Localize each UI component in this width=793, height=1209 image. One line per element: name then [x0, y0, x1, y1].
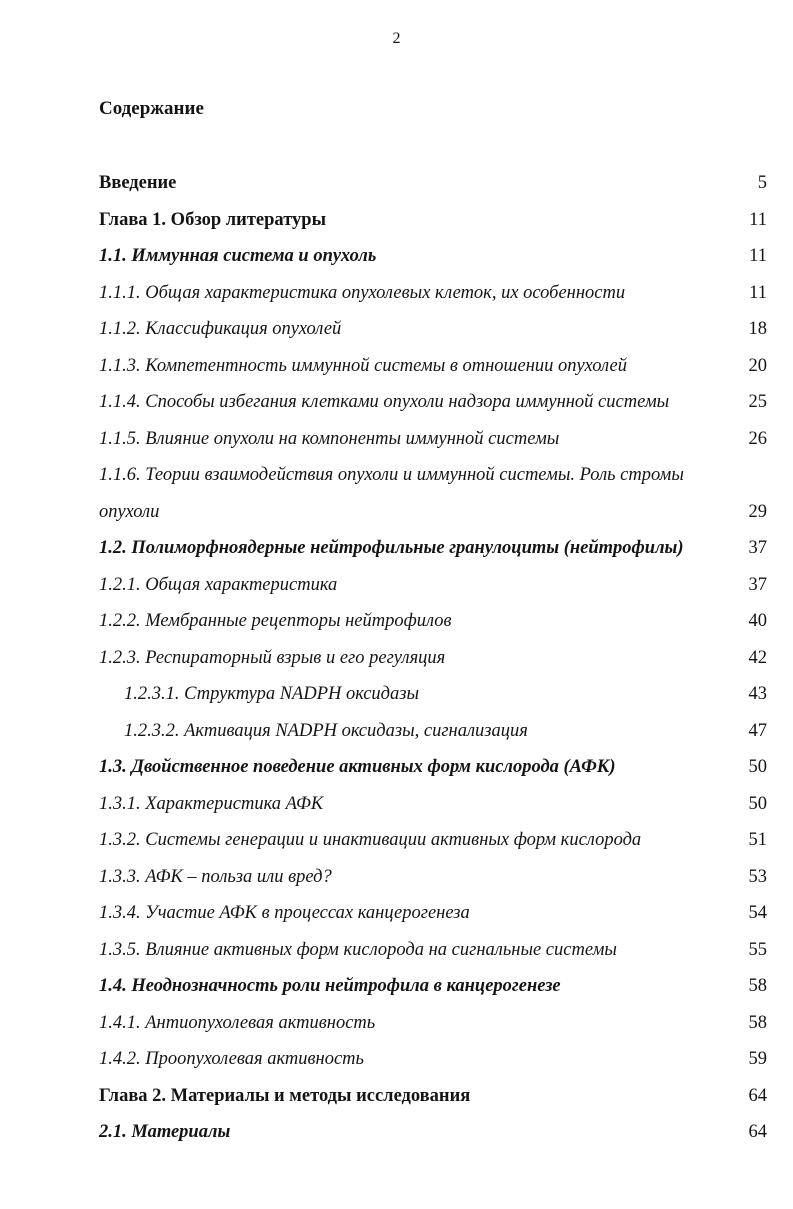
- toc-entry-label: 1.4. Неоднозначность роли нейтрофила в канцерогенезе: [99, 976, 561, 996]
- toc-entry-label: 1.3.5. Влияние активных форм кислорода на сигнальные системы: [99, 939, 617, 960]
- toc-entry-label: 1.3.1. Характеристика АФК: [99, 793, 324, 814]
- toc-entry-label: 1.4.2. Проопухолевая активность: [99, 1049, 364, 1069]
- toc-entry-1-1[interactable]: [99, 238, 767, 275]
- toc-entry-label: 1.3. Двойственное поведение активных форм кислорода (АФК): [99, 757, 616, 777]
- toc-entry-1-1-2[interactable]: [99, 311, 767, 348]
- page-number: 2: [392, 30, 401, 47]
- toc-entry-1-1-6[interactable]: [99, 457, 767, 494]
- toc-entry-label: 1.3.3. АФК – польза или вред?: [99, 866, 332, 887]
- toc-entry-label: 1.2.3.2. Активация NADPH оксидазы, сигнализация: [124, 720, 528, 741]
- toc-entry-page: 58: [748, 976, 767, 996]
- toc-entry-page: 42: [748, 647, 767, 668]
- toc-entry-label: 1.2.2. Мембранные рецепторы нейтрофилов: [99, 611, 452, 631]
- toc-entry-1-4-1[interactable]: [99, 1005, 767, 1042]
- toc-entry-label: 1.3.4. Участие АФК в процессах канцерогенеза: [99, 903, 470, 923]
- toc-entry-page: 50: [748, 757, 767, 777]
- toc-entry-1-3-2[interactable]: [99, 822, 767, 859]
- toc-entry-1-4-2[interactable]: [99, 1041, 767, 1078]
- toc-entry-page: 29: [748, 501, 767, 522]
- toc-entry-label: 1.1.3. Компетентность иммунной системы в отношении опухолей: [99, 355, 628, 376]
- toc-entry-1-1-6-continued[interactable]: [99, 494, 767, 531]
- toc-entry-page: 26: [748, 428, 767, 449]
- toc-entry-page: 25: [748, 392, 767, 412]
- toc-entry-label: 1.1.2. Классификация опухолей: [99, 319, 342, 339]
- toc-entry-page: 20: [748, 355, 767, 376]
- toc-entry-page: 54: [748, 903, 767, 923]
- toc-entry-page: 5: [757, 173, 767, 193]
- toc-title: Содержание: [99, 98, 204, 119]
- toc-entry-label: 1.2.1. Общая характеристика: [99, 574, 338, 595]
- toc-entry-page: 40: [748, 611, 767, 631]
- toc-entry-label: 1.4.1. Антиопухолевая активность: [99, 1012, 376, 1033]
- toc-entry-2-1[interactable]: [99, 1114, 767, 1151]
- toc-entry-label: 1.3.2. Системы генерации и инактивации активных форм кислорода: [99, 830, 642, 850]
- toc-entry-1-4[interactable]: [99, 968, 767, 1005]
- toc-entry-page: 55: [748, 939, 767, 960]
- toc-entry-1-3-1[interactable]: [99, 786, 767, 823]
- toc-entry-label: Глава 1. Обзор литературы: [99, 209, 327, 230]
- table-of-contents: [99, 165, 767, 1151]
- toc-entry-page: 47: [748, 720, 767, 741]
- toc-entry-label: 1.1.1. Общая характеристика опухолевых клеток, их особенности: [99, 282, 626, 303]
- toc-entry-1-2-2[interactable]: [99, 603, 767, 640]
- toc-entry-chapter-2[interactable]: [99, 1078, 767, 1115]
- toc-entry-1-1-5[interactable]: [99, 421, 767, 458]
- toc-entry-label: Глава 2. Материалы и методы исследования: [99, 1085, 471, 1106]
- toc-entry-label: 1.2.3.1. Структура NADPH оксидазы: [124, 684, 420, 704]
- toc-entry-page: 64: [748, 1122, 767, 1142]
- toc-entry-1-3-4[interactable]: [99, 895, 767, 932]
- toc-entry-page: 43: [748, 684, 767, 704]
- toc-entry-1-3[interactable]: [99, 749, 767, 786]
- toc-entry-label: 1.1.6. Теории взаимодействия опухоли и иммунной системы. Роль стромы: [99, 465, 684, 485]
- toc-entry-page: 37: [748, 538, 767, 558]
- toc-entry-1-2-3[interactable]: [99, 640, 767, 677]
- toc-entry-1-3-3[interactable]: [99, 859, 767, 896]
- toc-entry-1-2-3-2[interactable]: [99, 713, 767, 750]
- toc-entry-label: 2.1. Материалы: [99, 1122, 231, 1142]
- toc-entry-page: 50: [748, 793, 767, 814]
- toc-entry-1-1-3[interactable]: [99, 348, 767, 385]
- toc-entry-introduction[interactable]: [99, 165, 767, 202]
- toc-entry-1-1-4[interactable]: [99, 384, 767, 421]
- toc-entry-page: 51: [748, 830, 767, 850]
- toc-entry-label: 1.1.4. Способы избегания клетками опухоли надзора иммунной системы: [99, 392, 670, 412]
- toc-entry-1-2-3-1[interactable]: [99, 676, 767, 713]
- toc-entry-page: 37: [748, 574, 767, 595]
- toc-entry-1-1-1[interactable]: [99, 275, 767, 312]
- toc-entry-1-3-5[interactable]: [99, 932, 767, 969]
- toc-entry-page: 11: [749, 246, 767, 266]
- toc-entry-page: 11: [749, 282, 767, 303]
- toc-entry-page: 59: [748, 1049, 767, 1069]
- toc-entry-chapter-1[interactable]: [99, 202, 767, 239]
- toc-entry-page: 64: [748, 1085, 767, 1106]
- toc-entry-label: 1.2.3. Респираторный взрыв и его регуляция: [99, 647, 446, 668]
- toc-entry-page: 18: [748, 319, 767, 339]
- toc-entry-1-2-1[interactable]: [99, 567, 767, 604]
- toc-entry-page: 58: [748, 1012, 767, 1033]
- toc-entry-label: 1.1. Иммунная система и опухоль: [99, 246, 377, 266]
- toc-entry-1-2[interactable]: [99, 530, 767, 567]
- toc-entry-label: Введение: [99, 173, 177, 193]
- toc-entry-page: 53: [748, 866, 767, 887]
- toc-entry-page: 11: [749, 209, 767, 230]
- toc-entry-label-continued: опухоли: [99, 501, 160, 522]
- toc-entry-label: 1.2. Полиморфноядерные нейтрофильные гранулоциты (нейтрофилы): [99, 538, 684, 558]
- toc-entry-label: 1.1.5. Влияние опухоли на компоненты иммунной системы: [99, 428, 560, 449]
